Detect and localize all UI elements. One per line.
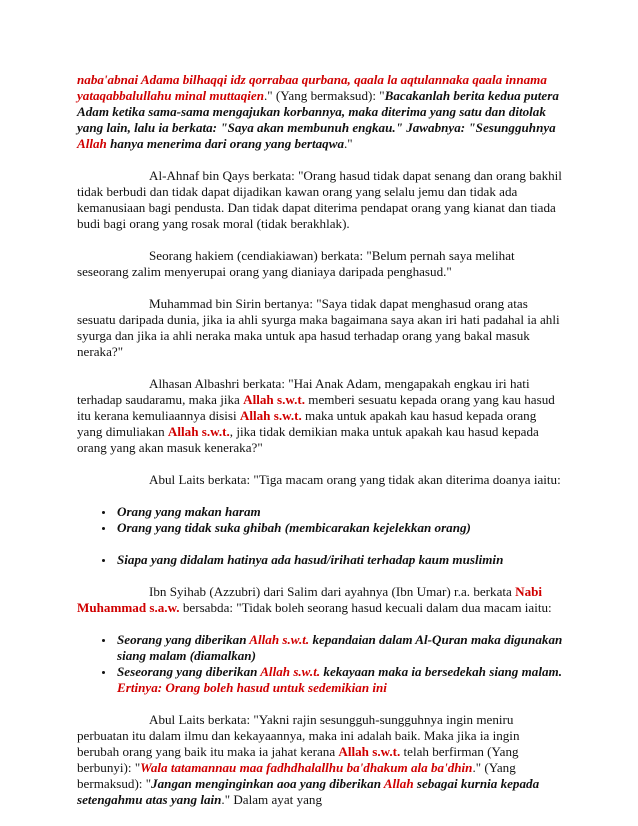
text-span: kekayaan maka ia bersedekah siang malam.	[320, 664, 562, 679]
verse-translation: Jangan menginginkan aoa yang diberikan	[151, 776, 384, 791]
text-span: kepandaian dalam Al-Quran maka digunakan siang malam (diamalkan)	[117, 632, 563, 663]
paragraph-hakiem: Seorang hakiem (cendiakiawan) berkata: "Belum pernah saya melihat seseorang zalim menyerupai orang yang dianiaya daripada penghasud."	[77, 248, 515, 279]
text-span: Alhasan Albashri berkata: "Hai Anak Adam, mengapakah engkau iri hati terhadap saudaramu, maka jika	[77, 376, 530, 407]
verse-translation-end: sebagai kurnia kepada setengahmu atas yang lain	[77, 776, 540, 807]
arabic-transliteration: Wala tatamannau maa fadhdhalallhu ba'dhakum ala ba'dhin	[140, 760, 473, 775]
allah-highlight: Allah s.w.t.	[243, 392, 305, 407]
document-body	[77, 72, 563, 824]
allah-highlight: Allah s.w.t.	[239, 408, 302, 423]
paragraph-quran-verse	[77, 72, 563, 152]
text-span: ." (Yang bermaksud): "	[264, 88, 385, 103]
paragraph-ibn-syihab	[77, 584, 563, 616]
allah-highlight: Allah s.w.t.	[249, 632, 310, 647]
text-span: Ibn Syihab (Azzubri) dari Salim dari ayahnya (Ibn Umar) r.a. berkata	[149, 584, 516, 599]
allah-highlight: Allah	[77, 136, 107, 151]
text-span: bersabda: "Tidak boleh seorang hasud kecuali dalam dua macam iaitu:	[179, 600, 552, 615]
paragraph-abul-laits-2	[77, 712, 563, 808]
list-item: • Orang yang makan haram	[115, 504, 563, 520]
text-span: telah berfirman (Yang berbunyi): "	[77, 744, 519, 775]
allah-highlight: Allah s.w.t.	[338, 744, 401, 759]
paragraph-muhammad-bin-sirin: Muhammad bin Sirin bertanya: "Saya tidak dapat menghasud orang atas sesuatu daripada dunia, jika ia ahli syurga maka bagaimana saya akan iri hati padahal ia ahli syurga dan jika ia ahli neraka maka untuk apa hasud terhadap orang yang bakal masuk neraka?"	[77, 296, 560, 359]
list-item	[115, 664, 563, 696]
text-span: Seseorang yang diberikan	[117, 664, 261, 679]
allah-highlight: Allah s.w.t.	[167, 424, 230, 439]
paragraph-abul-laits-1: Abul Laits berkata: "Tiga macam orang yang tidak akan diterima doanya iaitu:	[149, 472, 561, 487]
text-span: ."	[344, 136, 353, 151]
verse-translation: Bacakanlah berita kedua putera Adam ketika sama-sama mengajukan korbannya, maka diterima yang satu dan ditolak yang lain, lalu ia berkata: "Saya akan membunuh engkau." Jawabnya: "Sesungguhnya	[77, 88, 559, 135]
bullet-list-two-kinds	[77, 632, 563, 696]
verse-translation-end: hanya menerima dari orang yang bertaqwa	[106, 136, 345, 151]
list-item: • Siapa yang didalam hatinya ada hasud/irihati terhadap kaum muslimin	[115, 552, 563, 568]
text-span: , jika tidak demikian maka untuk apakah kau hasud kepada orang yang akan masuk keneraka?"	[77, 424, 539, 455]
text-span: maka untuk apakah kau hasud kepada orang yang dimuliakan	[77, 408, 537, 439]
nabi-highlight: Nabi Muhammad s.a.w.	[77, 584, 543, 615]
text-span: ." Dalam ayat yang	[221, 792, 323, 807]
paragraph-alhasan-albashri	[77, 376, 563, 456]
arabic-transliteration: naba'abnai Adama bilhaqqi idz qorrabaa qurbana, qaala la aqtulannaka qaala innama yataqabbalullahu minal muttaqien	[77, 72, 547, 103]
text-span: memberi sesuatu kepada orang yang kau hasud itu kerana kemuliaannya disisi	[77, 392, 555, 423]
text-span: ." (Yang bermaksud): "	[77, 760, 516, 791]
text-span: Seorang yang diberikan	[117, 632, 250, 647]
list-item: • Orang yang tidak suka ghibah (membicarakan kejelekkan orang)	[115, 520, 563, 536]
allah-highlight: Allah s.w.t.	[260, 664, 321, 679]
paragraph-al-ahnaf: Al-Ahnaf bin Qays berkata: "Orang hasud tidak dapat senang dan orang bakhil tidak berbudi dan tidak dapat dijadikan kawan orang yang selalu jemu dan tidak ada kemanusiaan bagi pendusta. Dan tidak dapat diterima pendapat orang yang kianat dan tiada budi bagi orang yang rosak moral (tidak berakhlak).	[77, 168, 562, 231]
bullet-list-hasud	[77, 552, 563, 568]
text-span: Abul Laits berkata: "Yakni rajin sesungguh-sungguhnya ingin meniru perbuatan itu dalam ilmu dan kekayaannya, maka ini adalah baik. Maka jika ia ingin berubah orang yang baik itu maka ia jahat kerana	[77, 712, 520, 759]
list-item	[115, 632, 563, 664]
bullet-list-doa	[77, 504, 563, 536]
ertinya-note: Ertinya: Orang boleh hasud untuk sedemikian ini	[117, 680, 387, 695]
allah-highlight: Allah	[383, 776, 414, 791]
